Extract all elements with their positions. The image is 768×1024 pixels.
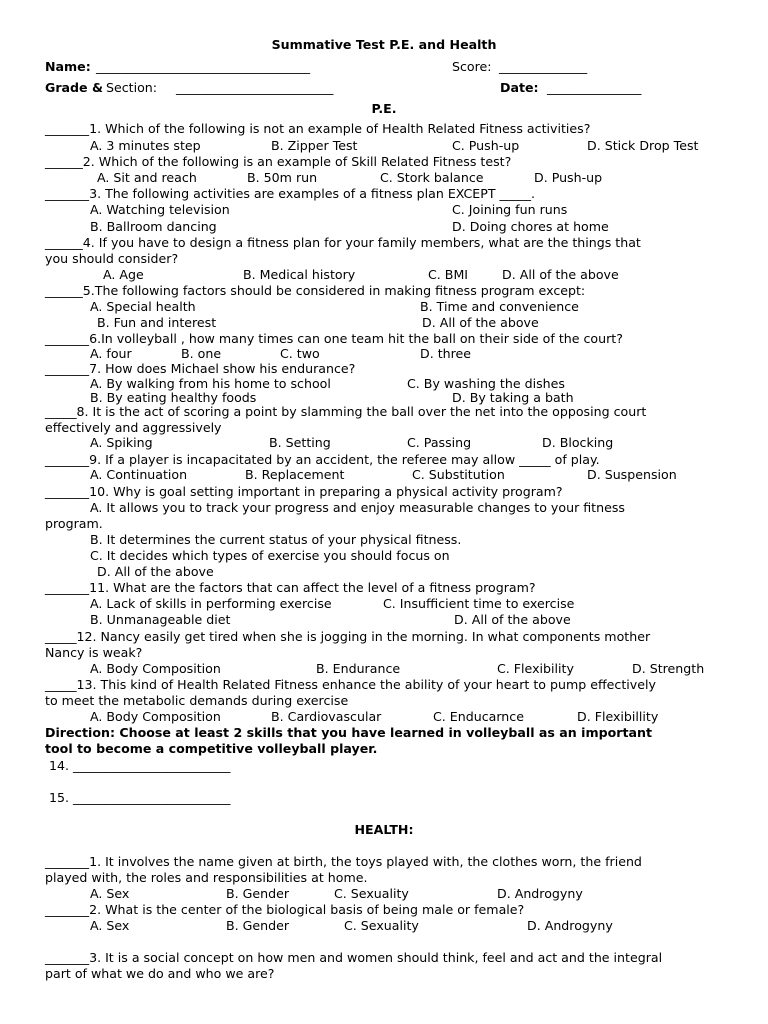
pe-question-2: ______2. Which of the following is an example of Skill Related Fitness test? xyxy=(45,154,512,169)
pe-q7-option-a: A. By walking from his home to school xyxy=(90,376,331,391)
pe-q4-option-d: D. All of the above xyxy=(502,267,619,282)
pe-question-12-cont: Nancy is weak? xyxy=(45,645,143,660)
pe-question-4: ______4. If you have to design a fitness plan for your family members, what are the things that xyxy=(45,235,641,250)
pe-question-7: _______7. How does Michael show his endurance? xyxy=(45,361,356,376)
pe-q7-option-c: C. By washing the dishes xyxy=(407,376,565,391)
pe-question-12: _____12. Nancy easily get tired when she is jogging in the morning. In what components mother xyxy=(45,629,651,644)
pe-q8-option-d: D. Blocking xyxy=(542,435,614,450)
pe-q2-option-b: B. 50m run xyxy=(247,170,318,185)
health-q2-option-b: B. Gender xyxy=(226,918,290,933)
answer-line-14[interactable]: 14. _________________________ xyxy=(49,758,231,773)
answer-line-15[interactable]: 15. _________________________ xyxy=(49,790,231,805)
pe-question-1: _______1. Which of the following is not an example of Health Related Fitness activities? xyxy=(45,121,591,136)
health-q1-option-b: B. Gender xyxy=(226,886,290,901)
health-q1-option-a: A. Sex xyxy=(90,886,130,901)
pe-q7-option-d: D. By taking a bath xyxy=(452,390,574,405)
pe-question-13-cont: to meet the metabolic demands during exercise xyxy=(45,693,349,708)
health-q1-option-d: D. Androgyny xyxy=(497,886,583,901)
pe-q13-option-d: D. Flexibillity xyxy=(577,709,659,724)
pe-q12-option-c: C. Flexibility xyxy=(497,661,574,676)
pe-q9-option-a: A. Continuation xyxy=(90,467,188,482)
name-field[interactable]: __________________________________ xyxy=(96,59,311,74)
pe-question-9: _______9. If a player is incapacitated by an accident, the referee may allow _____ of play. xyxy=(45,452,600,467)
pe-question-6: _______6.In volleyball , how many times can one team hit the ball on their side of the court? xyxy=(45,331,623,346)
pe-q13-option-a: A. Body Composition xyxy=(90,709,221,724)
pe-q3-option-b: B. Ballroom dancing xyxy=(90,219,217,234)
pe-q12-option-a: A. Body Composition xyxy=(90,661,221,676)
pe-q10-option-b: B. It determines the current status of your physical fitness. xyxy=(90,532,462,547)
pe-q5-option-d: D. All of the above xyxy=(422,315,539,330)
pe-q1-option-d: D. Stick Drop Test xyxy=(587,138,699,153)
pe-direction-line-2: tool to become a competitive volleyball player. xyxy=(45,741,378,756)
pe-q3-option-d: D. Doing chores at home xyxy=(452,219,609,234)
pe-q9-option-c: C. Substitution xyxy=(412,467,505,482)
pe-question-4-cont: you should consider? xyxy=(45,251,179,266)
health-q2-option-d: D. Androgyny xyxy=(527,918,613,933)
health-question-1-cont: played with, the roles and responsibilities at home. xyxy=(45,870,368,885)
pe-q6-option-b: B. one xyxy=(181,346,222,361)
pe-q1-option-b: B. Zipper Test xyxy=(271,138,358,153)
pe-q1-option-a: A. 3 minutes step xyxy=(90,138,201,153)
pe-q10-option-d: D. All of the above xyxy=(97,564,214,579)
health-question-3: _______3. It is a social concept on how men and women should think, feel and act and the integral xyxy=(45,950,663,965)
pe-q10-option-c: C. It decides which types of exercise you should focus on xyxy=(90,548,450,563)
health-question-2: _______2. What is the center of the biological basis of being male or female? xyxy=(45,902,525,917)
pe-q1-option-c: C. Push-up xyxy=(452,138,520,153)
name-label: Name: xyxy=(45,59,91,74)
pe-q3-option-a: A. Watching television xyxy=(90,202,230,217)
pe-q5-option-b2: B. Fun and interest xyxy=(97,315,217,330)
score-field[interactable]: ______________ xyxy=(499,59,588,74)
section-field[interactable]: _________________________ xyxy=(176,80,334,95)
pe-q11-option-a: A. Lack of skills in performing exercise xyxy=(90,596,332,611)
pe-q4-option-b: B. Medical history xyxy=(243,267,356,282)
health-question-3-cont: part of what we do and who we are? xyxy=(45,966,275,981)
pe-q5-option-a: A. Special health xyxy=(90,299,196,314)
pe-q7-option-b: B. By eating healthy foods xyxy=(90,390,257,405)
health-q1-option-c: C. Sexuality xyxy=(334,886,409,901)
pe-q10-option-a-cont: program. xyxy=(45,516,103,531)
health-q2-option-a: A. Sex xyxy=(90,918,130,933)
pe-q2-option-c: C. Stork balance xyxy=(380,170,484,185)
pe-q4-option-c: C. BMI xyxy=(428,267,469,282)
page-title: Summative Test P.E. and Health xyxy=(271,37,497,52)
pe-q12-option-d: D. Strength xyxy=(632,661,705,676)
grade-label: Grade & xyxy=(45,80,103,95)
pe-q6-option-c: C. two xyxy=(280,346,320,361)
pe-q12-option-b: B. Endurance xyxy=(316,661,401,676)
pe-question-3: _______3. The following activities are examples of a fitness plan EXCEPT _____. xyxy=(45,186,536,201)
pe-question-13: _____13. This kind of Health Related Fitness enhance the ability of your heart to pump effectively xyxy=(45,677,656,692)
pe-q13-option-b: B. Cardiovascular xyxy=(271,709,382,724)
pe-question-8-cont: effectively and aggressively xyxy=(45,420,222,435)
pe-question-10: _______10. Why is goal setting important in preparing a physical activity program? xyxy=(45,484,563,499)
pe-q9-option-d: D. Suspension xyxy=(587,467,677,482)
pe-q3-option-c: C. Joining fun runs xyxy=(452,202,568,217)
pe-question-11: _______11. What are the factors that can affect the level of a fitness program? xyxy=(45,580,536,595)
date-field[interactable]: _______________ xyxy=(547,80,642,95)
health-q2-option-c: C. Sexuality xyxy=(344,918,419,933)
health-question-1: _______1. It involves the name given at birth, the toys played with, the clothes worn, the friend xyxy=(45,854,642,869)
pe-q4-option-a: A. Age xyxy=(103,267,144,282)
pe-q8-option-c: C. Passing xyxy=(407,435,472,450)
pe-q6-option-d: D. three xyxy=(420,346,472,361)
score-label: Score: xyxy=(452,59,492,74)
pe-direction-line-1: Direction: Choose at least 2 skills that you have learned in volleyball as an important xyxy=(45,725,652,740)
pe-q8-option-a: A. Spiking xyxy=(90,435,153,450)
pe-q11-option-b: B. Unmanageable diet xyxy=(90,612,231,627)
pe-q6-option-a: A. four xyxy=(90,346,132,361)
section-label: Section: xyxy=(106,80,158,95)
pe-q13-option-c: C. Enducarnce xyxy=(433,709,524,724)
pe-q8-option-b: B. Setting xyxy=(269,435,331,450)
pe-heading: P.E. xyxy=(371,101,397,116)
pe-q2-option-d: D. Push-up xyxy=(534,170,603,185)
date-label: Date: xyxy=(500,80,539,95)
pe-question-8: _____8. It is the act of scoring a point by slamming the ball over the net into the opposing court xyxy=(45,404,647,419)
health-heading: HEALTH: xyxy=(354,822,414,837)
pe-q11-option-c: C. Insufficient time to exercise xyxy=(383,596,575,611)
pe-q5-option-b: B. Time and convenience xyxy=(420,299,579,314)
pe-question-5: ______5.The following factors should be considered in making fitness program except: xyxy=(45,283,586,298)
pe-q9-option-b: B. Replacement xyxy=(245,467,345,482)
pe-q10-option-a: A. It allows you to track your progress and enjoy measurable changes to your fitness xyxy=(90,500,625,515)
pe-q11-option-d: D. All of the above xyxy=(454,612,571,627)
pe-q2-option-a: A. Sit and reach xyxy=(97,170,197,185)
